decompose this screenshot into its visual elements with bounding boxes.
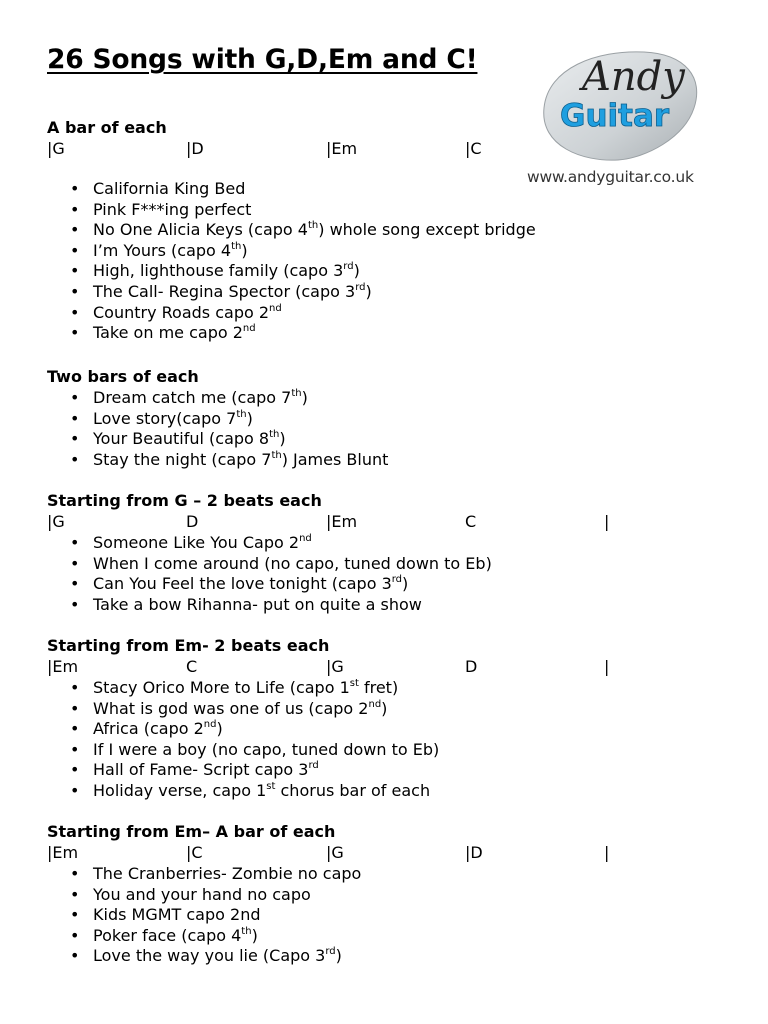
chord-label: | xyxy=(604,512,610,531)
chord-label: |D xyxy=(465,843,483,862)
ordinal-suffix: rd xyxy=(343,261,354,273)
song-text: I’m Yours (capo 4th) xyxy=(93,240,248,260)
section-heading: Starting from Em– A bar of each xyxy=(47,822,336,841)
bullet-icon: • xyxy=(70,281,80,301)
bullet-icon: • xyxy=(70,719,80,739)
song-text: Poker face (capo 4th) xyxy=(93,925,258,945)
ordinal-suffix: th xyxy=(236,408,247,420)
logo-andy-text: Andy xyxy=(582,54,685,100)
ordinal-suffix: rd xyxy=(391,574,403,586)
ordinal-suffix: nd xyxy=(299,533,312,544)
song-text: Someone Like You Capo 2nd xyxy=(93,533,312,552)
chord-label: D xyxy=(465,657,478,676)
bullet-icon: • xyxy=(70,261,80,281)
ordinal-suffix: rd xyxy=(355,281,366,293)
website-url: www.andyguitar.co.uk xyxy=(527,168,694,186)
bullet-icon: • xyxy=(70,780,80,800)
bullet-icon: • xyxy=(70,199,80,219)
chord-label: |G xyxy=(326,843,344,862)
chord-label: | xyxy=(604,657,610,676)
bullet-icon: • xyxy=(70,698,80,718)
song-text: When I come around (no capo, tuned down to Eb) xyxy=(93,553,492,573)
song-text: The Cranberries- Zombie no capo xyxy=(93,864,362,883)
song-text: Dream catch me (capo 7th) xyxy=(93,388,308,407)
page-title: 26 Songs with G,D,Em and C! xyxy=(47,44,478,75)
bullet-icon: • xyxy=(70,760,80,780)
song-text: Can You Feel the love tonight (capo 3rd) xyxy=(93,574,409,594)
song-text: California King Bed xyxy=(93,179,246,198)
song-text: Take a bow Rihanna- put on quite a show xyxy=(93,594,422,614)
chord-label: |Em xyxy=(47,657,79,676)
bullet-icon: • xyxy=(70,533,80,552)
chord-row xyxy=(47,657,647,677)
chord-label: |G xyxy=(326,657,344,676)
ordinal-suffix: nd xyxy=(368,698,382,710)
chord-label: |Em xyxy=(326,139,358,158)
bullet-icon: • xyxy=(70,905,80,925)
bullet-icon: • xyxy=(70,574,80,594)
song-text: If I were a boy (no capo, tuned down to Eb) xyxy=(93,739,440,759)
bullet-icon: • xyxy=(70,323,80,343)
ordinal-suffix: st xyxy=(349,678,359,689)
chord-row xyxy=(47,843,647,863)
song-text: Stacy Orico More to Life (capo 1st fret) xyxy=(93,678,399,697)
bullet-icon: • xyxy=(70,946,80,966)
ordinal-suffix: st xyxy=(266,780,276,792)
ordinal-suffix: rd xyxy=(325,946,336,958)
song-text: Holiday verse, capo 1st chorus bar of each xyxy=(93,780,431,800)
ordinal-suffix: th xyxy=(269,429,280,441)
song-text: The Call- Regina Spector (capo 3rd) xyxy=(93,281,372,301)
section-heading: Starting from G – 2 beats each xyxy=(47,491,322,510)
chord-label: |G xyxy=(47,512,65,531)
song-text: Your Beautiful (capo 8th) xyxy=(93,429,286,449)
ordinal-suffix: th xyxy=(241,925,252,937)
chord-label: C xyxy=(186,657,198,676)
song-text: Hall of Fame- Script capo 3rd xyxy=(93,760,319,780)
song-text: Country Roads capo 2nd xyxy=(93,302,282,322)
song-text: Love the way you lie (Capo 3rd) xyxy=(93,946,342,966)
ordinal-suffix: th xyxy=(271,449,282,461)
song-text: Africa (capo 2nd) xyxy=(93,719,223,739)
chord-label: |Em xyxy=(47,843,79,862)
song-text: Take on me capo 2nd xyxy=(93,323,256,343)
section-heading: A bar of each xyxy=(47,118,167,137)
ordinal-suffix: th xyxy=(307,220,319,232)
section-heading: Starting from Em- 2 beats each xyxy=(47,636,330,655)
song-text: Love story(capo 7th) xyxy=(93,408,253,428)
song-text: Stay the night (capo 7th) James Blunt xyxy=(93,449,389,469)
bullet-icon: • xyxy=(70,220,80,240)
bullet-icon: • xyxy=(70,594,80,614)
ordinal-suffix: rd xyxy=(308,760,319,772)
ordinal-suffix: nd xyxy=(242,323,256,335)
bullet-icon: • xyxy=(70,240,80,260)
bullet-icon: • xyxy=(70,449,80,469)
ordinal-suffix: th xyxy=(231,240,242,252)
chord-label: |C xyxy=(465,139,482,158)
chord-label: C xyxy=(465,512,477,531)
bullet-icon: • xyxy=(70,884,80,904)
chord-label: |C xyxy=(186,843,203,862)
bullet-icon: • xyxy=(70,388,80,407)
chord-label: |G xyxy=(47,139,65,158)
bullet-icon: • xyxy=(70,408,80,428)
bullet-icon: • xyxy=(70,864,80,883)
song-text: High, lighthouse family (capo 3rd) xyxy=(93,261,360,281)
bullet-icon: • xyxy=(70,739,80,759)
bullet-icon: • xyxy=(70,302,80,322)
bullet-icon: • xyxy=(70,179,80,198)
logo-guitar-text: Guitar xyxy=(560,98,670,134)
song-text: You and your hand no capo xyxy=(93,884,311,904)
song-text: What is god was one of us (capo 2nd) xyxy=(93,698,388,718)
chord-label: | xyxy=(604,843,610,862)
chord-label: |D xyxy=(186,139,204,158)
section-heading: Two bars of each xyxy=(47,367,199,386)
song-text: Kids MGMT capo 2nd xyxy=(93,905,261,925)
ordinal-suffix: nd xyxy=(203,719,217,731)
song-text: Pink F***ing perfect xyxy=(93,199,252,219)
bullet-icon: • xyxy=(70,925,80,945)
bullet-icon: • xyxy=(70,678,80,697)
chord-row xyxy=(47,139,647,159)
bullet-icon: • xyxy=(70,429,80,449)
ordinal-suffix: th xyxy=(291,388,302,399)
chord-label: D xyxy=(186,512,199,531)
chord-label: |Em xyxy=(326,512,358,531)
song-text: No One Alicia Keys (capo 4th) whole song except bridge xyxy=(93,220,536,240)
bullet-icon: • xyxy=(70,553,80,573)
ordinal-suffix: nd xyxy=(269,302,282,314)
chord-row xyxy=(47,512,647,532)
